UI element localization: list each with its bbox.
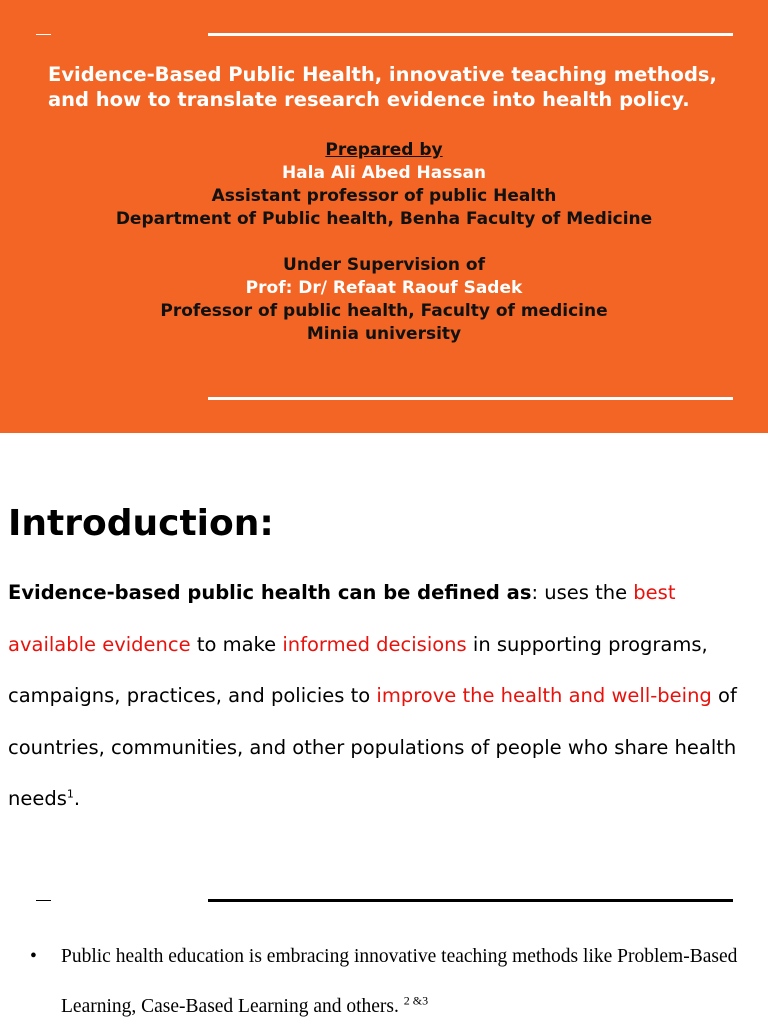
- bullet-list: [30, 932, 750, 1032]
- list-item: [30, 932, 750, 1032]
- section-rule: [208, 899, 733, 902]
- highlight-best-evidence: best available evidence: [8, 581, 676, 656]
- author-title: Assistant professor of public Health: [211, 186, 557, 206]
- supervisor-title: Professor of public health, Faculty of medicine: [160, 301, 608, 321]
- definition-text: to make: [190, 632, 283, 656]
- supervisor-name: Prof: Dr/ Refaat Raouf Sadek: [245, 278, 523, 298]
- definition-text: in supporting programs, campaigns, practices, and policies to: [8, 632, 708, 707]
- credits-block: [0, 139, 768, 346]
- bullet-text: Public health education is embracing innovative teaching methods like Problem-Based Learning, Case-Based Learning and others.: [61, 946, 738, 1017]
- prepared-by-label: Prepared by: [325, 140, 443, 160]
- highlight-improve-health: improve the health and well-being: [376, 684, 712, 707]
- banner-top-rule: [208, 33, 733, 36]
- footnote-ref: 1: [66, 787, 74, 801]
- banner-bottom-rule: [208, 397, 733, 400]
- definition-text: of countries, communities, and other populations of people who share health needs: [8, 684, 737, 810]
- definition-paragraph: [8, 567, 758, 825]
- supervision-label: Under Supervision of: [283, 255, 485, 275]
- definition-lead: Evidence-based public health can be defined as: [8, 581, 532, 604]
- definition-text: : uses the: [531, 581, 634, 604]
- banner-dash: [36, 34, 51, 35]
- bullet-ref: 2 &3: [403, 993, 429, 1008]
- author-department: Department of Public health, Benha Faculty of Medicine: [115, 209, 653, 229]
- introduction-heading: Introduction:: [8, 503, 274, 544]
- title-banner: [0, 0, 768, 433]
- highlight-informed-decisions: informed decisions: [282, 632, 467, 656]
- bullet-icon: •: [30, 946, 37, 967]
- presentation-title: Evidence-Based Public Health, innovative teaching methods, and how to translate research evidence into health policy.: [48, 63, 717, 111]
- credits-spacer: [0, 231, 768, 254]
- supervisor-university: Minia university: [306, 324, 462, 344]
- author-name: Hala Ali Abed Hassan: [281, 163, 487, 183]
- definition-text: .: [73, 787, 81, 810]
- section-dash: [36, 900, 51, 901]
